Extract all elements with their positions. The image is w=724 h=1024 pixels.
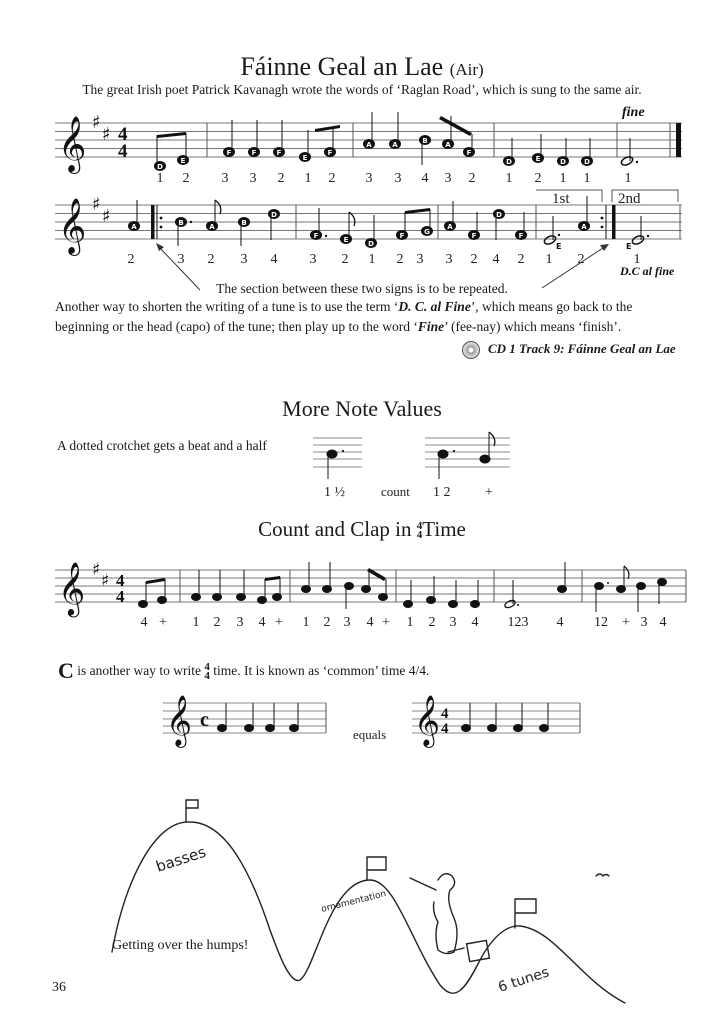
svg-text:D: D	[506, 158, 512, 166]
svg-text:1: 1	[559, 171, 567, 186]
svg-text:A: A	[392, 141, 398, 149]
svg-text:4: 4	[116, 571, 125, 590]
equals-label: equals	[353, 727, 387, 742]
svg-text:3: 3	[394, 171, 402, 186]
svg-text:2: 2	[277, 171, 285, 186]
svg-text:1: 1	[304, 171, 312, 186]
svg-text:4: 4	[270, 252, 278, 267]
svg-text:4: 4	[118, 141, 128, 162]
svg-text:+: +	[382, 615, 390, 630]
svg-text:♯: ♯	[92, 112, 101, 133]
svg-text:3: 3	[309, 252, 317, 267]
svg-text:4: 4	[441, 706, 449, 722]
cd-track-reference: CD 1 Track 9: Fáinne Geal an Lae	[462, 339, 676, 359]
svg-text:E: E	[626, 242, 632, 251]
svg-text:2: 2	[396, 252, 404, 267]
svg-text:1: 1	[406, 615, 414, 630]
svg-text:4: 4	[258, 615, 266, 630]
svg-text:1: 1	[545, 252, 553, 267]
svg-text:1: 1	[583, 171, 591, 186]
svg-text:1: 1	[624, 171, 632, 186]
svg-text:12: 12	[594, 615, 608, 630]
svg-text:4: 4	[492, 252, 500, 267]
svg-text:2: 2	[534, 171, 542, 186]
svg-text:1 2: 1 2	[433, 485, 451, 500]
svg-text:1: 1	[302, 615, 310, 630]
svg-text:3: 3	[444, 171, 452, 186]
svg-text:1: 1	[156, 171, 164, 186]
svg-text:♯: ♯	[102, 124, 111, 145]
svg-text:2: 2	[213, 615, 221, 630]
svg-text:𝄞: 𝄞	[414, 695, 441, 746]
common-time-explanation: C is another way to write 4 4 time. It is known as ‘common’ time 4/4.	[58, 658, 430, 683]
svg-text:♯: ♯	[102, 206, 111, 227]
svg-text:+: +	[485, 485, 493, 500]
svg-text:4: 4	[118, 124, 128, 145]
svg-text:2: 2	[207, 252, 215, 267]
svg-text:F: F	[327, 149, 333, 157]
svg-text:3: 3	[221, 171, 229, 186]
svg-text:F: F	[251, 149, 257, 157]
svg-text:+: +	[275, 615, 283, 630]
svg-text:3: 3	[416, 252, 424, 267]
svg-text:𝄞: 𝄞	[58, 116, 87, 172]
svg-text:1 ½: 1 ½	[324, 485, 345, 500]
dotted-crotchet-description: A dotted crotchet gets a beat and a half	[57, 438, 267, 453]
svg-text:2: 2	[517, 252, 525, 267]
second-ending-label: 2nd	[618, 191, 641, 207]
svg-text:𝄞: 𝄞	[58, 561, 86, 615]
svg-text:𝄞: 𝄞	[58, 198, 87, 254]
svg-text:E: E	[343, 236, 349, 244]
svg-text:2: 2	[323, 615, 331, 630]
svg-text:count: count	[381, 484, 410, 499]
svg-text:2: 2	[468, 171, 476, 186]
svg-text:2: 2	[470, 252, 478, 267]
svg-text:D: D	[496, 211, 502, 219]
svg-text:2: 2	[328, 171, 336, 186]
svg-text:1: 1	[368, 252, 376, 267]
svg-text:E: E	[535, 155, 541, 163]
svg-text:123: 123	[507, 615, 529, 630]
svg-text:c: c	[200, 709, 209, 731]
svg-text:3: 3	[343, 615, 351, 630]
svg-text:4: 4	[659, 615, 667, 630]
svg-text:A: A	[445, 141, 451, 149]
svg-text:A: A	[209, 223, 215, 231]
svg-text:3: 3	[249, 171, 257, 186]
svg-text:4: 4	[441, 721, 449, 737]
svg-text:1: 1	[192, 615, 200, 630]
svg-text:4: 4	[421, 171, 429, 186]
svg-text:E: E	[556, 242, 562, 251]
svg-text:A: A	[131, 223, 137, 231]
svg-text:𝄞: 𝄞	[166, 695, 193, 746]
svg-text:3: 3	[240, 252, 248, 267]
svg-text:2: 2	[577, 252, 585, 267]
svg-text:2: 2	[341, 252, 349, 267]
svg-text:4: 4	[471, 615, 479, 630]
dc-al-fine-marking: D.C al fine	[620, 264, 675, 278]
svg-text:4: 4	[140, 615, 148, 630]
count-clap-heading: Count and Clap in 4 4Time	[258, 517, 466, 542]
svg-text:F: F	[226, 149, 232, 157]
svg-text:3: 3	[640, 615, 648, 630]
svg-text:A: A	[366, 141, 372, 149]
svg-text:+: +	[159, 615, 167, 630]
svg-text:3: 3	[365, 171, 373, 186]
svg-text:F: F	[399, 232, 405, 240]
svg-text:B: B	[178, 219, 184, 227]
svg-text:4: 4	[556, 615, 564, 630]
svg-text:♯: ♯	[92, 560, 101, 580]
svg-text:2: 2	[182, 171, 190, 186]
first-ending-label: 1st	[552, 191, 570, 207]
note-values-heading: More Note Values	[282, 396, 442, 421]
svg-text:3: 3	[445, 252, 453, 267]
svg-text:D: D	[584, 158, 590, 166]
tune-intro: The great Irish poet Patrick Kavanagh wrote the words of ‘Raglan Road’, which is sung to the same air.	[82, 82, 642, 97]
svg-text:1: 1	[505, 171, 513, 186]
svg-text:A: A	[581, 223, 587, 231]
svg-text:B: B	[422, 137, 428, 145]
svg-text:A: A	[447, 223, 453, 231]
svg-text:D: D	[157, 163, 163, 171]
svg-text:E: E	[302, 154, 308, 162]
svg-text:4: 4	[366, 615, 374, 630]
svg-text:3: 3	[236, 615, 244, 630]
common-time-symbol: C	[58, 658, 74, 683]
tune-title-suffix: (Air)	[449, 60, 484, 79]
svg-text:1: 1	[633, 252, 641, 267]
svg-text:F: F	[276, 149, 282, 157]
fine-marking: fine	[622, 105, 645, 120]
svg-text:F: F	[518, 232, 524, 240]
svg-text:4: 4	[116, 587, 125, 606]
hill-label-6-tunes: 6 tunes	[496, 964, 552, 996]
svg-text:E: E	[180, 157, 186, 165]
svg-text:3: 3	[177, 252, 185, 267]
svg-text:D: D	[368, 240, 374, 248]
svg-text:2: 2	[127, 252, 135, 267]
svg-text:D: D	[271, 211, 277, 219]
svg-text:F: F	[466, 149, 472, 157]
cartoon-caption: Getting over the humps!	[112, 938, 249, 953]
svg-text:B: B	[241, 219, 247, 227]
dc-explanation: Another way to shorten the writing of a tune is to use the term ‘D. C. al Fine’, which means go back to the beginning or the head (capo) of the tune; then play up to the word ‘Fine’ (fee-nay) which means ‘finish’.	[55, 299, 633, 334]
svg-text:3: 3	[449, 615, 457, 630]
svg-text:G: G	[424, 228, 430, 236]
svg-text:D: D	[560, 158, 566, 166]
svg-text:2: 2	[428, 615, 436, 630]
svg-text:F: F	[313, 232, 319, 240]
tune-title-text: Fáinne Geal an Lae	[240, 52, 444, 81]
hill-label-ornamentation: ornamentation	[320, 889, 388, 915]
repeat-note: The section between these two signs is to be repeated.	[216, 281, 508, 296]
svg-text:F: F	[471, 232, 477, 240]
page-number: 36	[52, 980, 66, 995]
svg-text:♯: ♯	[101, 571, 110, 591]
svg-text:+: +	[622, 615, 630, 630]
hill-label-basses: basses	[153, 842, 209, 876]
svg-text:♯: ♯	[92, 194, 101, 215]
